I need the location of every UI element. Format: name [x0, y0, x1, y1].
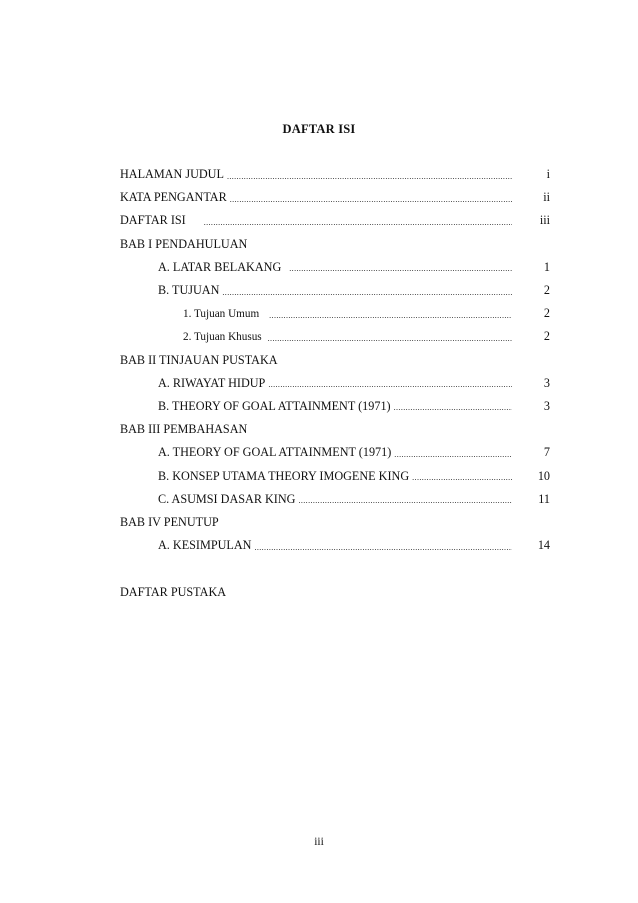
toc-entry-page: 11: [538, 491, 550, 506]
toc-dot-leader: [394, 446, 512, 460]
toc-entry-page: 2: [543, 283, 550, 298]
toc-chapter-label: BAB II TINJAUAN PUSTAKA: [120, 352, 278, 367]
toc-entry-label: KATA PENGANTAR: [120, 190, 227, 205]
toc-entry-label: A. THEORY OF GOAL ATTAINMENT (1971): [158, 445, 392, 460]
toc-chapter-label: DAFTAR PUSTAKA: [120, 585, 227, 600]
toc-entry-label: B. KONSEP UTAMA THEORY IMOGENE KING: [158, 468, 410, 483]
toc-entry-latar-belakang: [120, 256, 550, 279]
toc-dot-leader: [222, 284, 512, 298]
toc-dot-leader: [254, 539, 512, 553]
toc-chapter-bab-3: [120, 418, 550, 441]
toc-entry-label: HALAMAN JUDUL: [120, 167, 224, 182]
toc-entry-daftar-pustaka: [120, 581, 550, 604]
toc-entry-label: 1. Tujuan Umum: [183, 307, 260, 320]
toc-entry-tujuan: [120, 279, 550, 302]
toc-spacer: [120, 557, 550, 581]
toc-entry-label: A. KESIMPULAN: [158, 538, 252, 553]
toc-entry-page: ii: [543, 190, 550, 205]
toc-chapter-bab-2: [120, 349, 550, 372]
toc-dot-leader: [394, 399, 512, 413]
toc-entry-theory-goal-attainment: [120, 441, 550, 464]
toc-entry-theory-goal-attainment: [120, 395, 550, 418]
table-of-contents: [120, 163, 550, 604]
toc-entry-page: 1: [543, 259, 550, 274]
toc-entry-label: B. THEORY OF GOAL ATTAINMENT (1971): [158, 398, 391, 413]
toc-dot-leader: [268, 330, 512, 344]
toc-dot-leader: [268, 376, 512, 390]
toc-dot-leader: [298, 492, 512, 506]
toc-entry-page: 3: [543, 375, 550, 390]
toc-entry-page: iii: [539, 213, 550, 228]
toc-dot-leader: [412, 469, 512, 483]
toc-chapter-label: BAB I PENDAHULUAN: [120, 236, 248, 251]
toc-entry-asumsi-dasar: [120, 488, 550, 511]
toc-entry-label: C. ASUMSI DASAR KING: [158, 491, 296, 506]
toc-chapter-label: BAB III PEMBAHASAN: [120, 422, 248, 437]
page-number: iii: [314, 836, 324, 848]
toc-entry-riwayat-hidup: [120, 372, 550, 395]
toc-entry-label: 2. Tujuan Khusus: [183, 330, 262, 343]
toc-entry-label: A. RIWAYAT HIDUP: [158, 375, 266, 390]
toc-dot-leader: [289, 260, 512, 274]
toc-entry-page: 14: [537, 538, 550, 553]
toc-dot-leader: [204, 214, 512, 228]
toc-entry-label: B. TUJUAN: [158, 283, 220, 298]
toc-entry-page: 10: [537, 468, 550, 483]
toc-entry-page: i: [546, 167, 550, 182]
toc-entry-kata-pengantar: [120, 186, 550, 209]
toc-dot-leader: [269, 307, 512, 321]
toc-entry-label: DAFTAR ISI: [120, 213, 186, 228]
page-title: DAFTAR ISI: [282, 122, 356, 136]
toc-entry-page: 2: [543, 329, 550, 344]
toc-entry-daftar-isi: [120, 209, 550, 232]
toc-entry-page: 7: [543, 445, 550, 460]
toc-entry-kesimpulan: [120, 534, 550, 557]
toc-dot-leader: [227, 168, 512, 182]
toc-entry-tujuan-umum: [120, 302, 550, 325]
toc-entry-tujuan-khusus: [120, 325, 550, 348]
toc-entry-label: A. LATAR BELAKANG: [158, 259, 282, 274]
toc-entry-page: 3: [543, 398, 550, 413]
toc-chapter-bab-1: [120, 233, 550, 256]
toc-chapter-label: BAB IV PENUTUP: [120, 514, 219, 529]
toc-entry-halaman-judul: [120, 163, 550, 186]
toc-dot-leader: [230, 191, 512, 205]
toc-entry-konsep-utama: [120, 464, 550, 487]
toc-entry-page: 2: [543, 306, 550, 321]
toc-chapter-bab-4: [120, 511, 550, 534]
